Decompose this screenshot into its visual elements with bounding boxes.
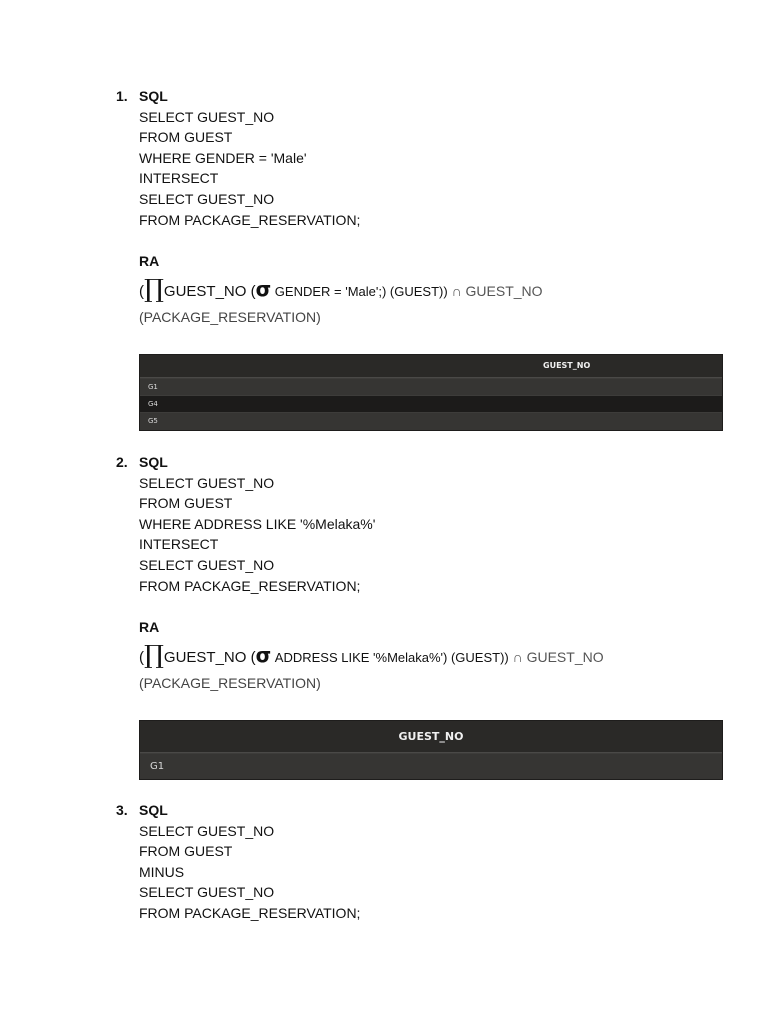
ra-tail: ∩ GUEST_NO — [447, 282, 543, 299]
result-table-1 — [139, 354, 723, 431]
item-number: 1. — [116, 88, 128, 104]
sql-line: FROM PACKAGE_RESERVATION; — [139, 211, 361, 228]
selection-icon: σ — [255, 276, 272, 301]
item-number: 2. — [116, 454, 128, 470]
table-cell: G1 — [150, 761, 165, 772]
table-row — [140, 412, 722, 430]
ra-condition: ADDRESS LIKE '%Melaka%') (GUEST)) — [271, 649, 509, 665]
sql-line: SELECT GUEST_NO — [139, 108, 275, 125]
sql-line: FROM GUEST — [139, 495, 233, 512]
sql-line: FROM GUEST — [139, 129, 233, 146]
ra-tail: ∩ GUEST_NO — [508, 648, 604, 665]
table-row — [140, 753, 722, 779]
question-3-body — [139, 800, 724, 924]
sql-line: SELECT GUEST_NO — [139, 474, 275, 491]
selection-icon: σ — [255, 642, 272, 667]
sql-heading: SQL — [139, 802, 168, 818]
sql-line: FROM PACKAGE_RESERVATION; — [139, 577, 361, 594]
sql-heading: SQL — [139, 454, 168, 470]
question-1-body — [139, 86, 724, 327]
sql-line: SELECT GUEST_NO — [139, 556, 275, 573]
table-cell: G5 — [148, 417, 158, 425]
ra-heading: RA — [139, 619, 160, 636]
sql-line: SELECT GUEST_NO — [139, 822, 275, 839]
ra-heading: RA — [139, 253, 160, 270]
ra-projection: GUEST_NO ( — [163, 282, 256, 300]
result-table-2 — [139, 720, 723, 780]
sql-line: SELECT GUEST_NO — [139, 190, 275, 207]
sql-line: WHERE GENDER = 'Male' — [139, 149, 307, 166]
sql-line: SELECT GUEST_NO — [139, 884, 275, 901]
question-2-body — [139, 452, 724, 693]
result-column-header: GUEST_NO — [140, 721, 722, 753]
table-row — [140, 378, 722, 395]
sql-line: FROM PACKAGE_RESERVATION; — [139, 904, 361, 921]
ra-open-paren: ( — [139, 282, 144, 300]
result-column-header: GUEST_NO — [140, 355, 722, 378]
item-number: 3. — [116, 802, 128, 818]
projection-icon: ∏ — [144, 273, 164, 303]
ra-expression — [139, 274, 724, 307]
sql-line: WHERE ADDRESS LIKE '%Melaka%' — [139, 515, 376, 532]
sql-line: INTERSECT — [139, 536, 219, 553]
ra-projection: GUEST_NO ( — [163, 648, 256, 666]
sql-line: FROM GUEST — [139, 843, 233, 860]
sql-line: INTERSECT — [139, 170, 219, 187]
ra-continuation: (PACKAGE_RESERVATION) — [139, 674, 321, 691]
ra-condition: GENDER = 'Male';) (GUEST)) — [271, 283, 448, 299]
table-cell: G1 — [148, 383, 158, 391]
table-row — [140, 395, 722, 412]
ra-expression — [139, 640, 724, 673]
ra-continuation: (PACKAGE_RESERVATION) — [139, 308, 321, 325]
projection-icon: ∏ — [144, 639, 164, 669]
ra-open-paren: ( — [139, 648, 144, 666]
table-cell: G4 — [148, 400, 158, 408]
sql-heading: SQL — [139, 88, 168, 104]
sql-line: MINUS — [139, 863, 185, 880]
